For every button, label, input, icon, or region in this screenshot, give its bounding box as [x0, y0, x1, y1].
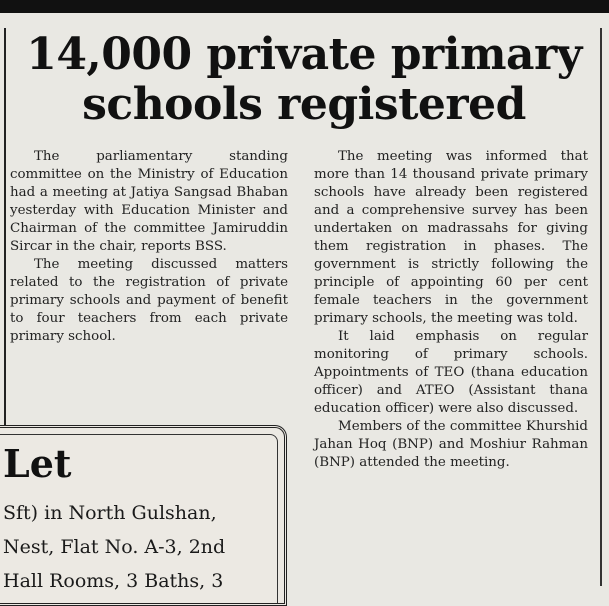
paragraph: Members of the committee Khurshid Jahan Hoq (BNP) and Moshiur Rahman (BNP) attended the meeting. — [314, 419, 588, 470]
ad-text-line: Sft) in North Gulshan, — [3, 502, 217, 524]
right-column-rule — [600, 28, 602, 586]
article-column-right — [314, 148, 588, 472]
ad-title: Let — [3, 441, 72, 486]
headline-line-2: schools registered — [82, 79, 526, 130]
headline-line-1: 14,000 private primary — [26, 29, 582, 80]
paragraph: The meeting discussed matters related to the registration of private primary schools and payment of benefit to four teachers from each private primary school. — [10, 257, 288, 344]
classified-advertisement — [0, 425, 287, 606]
paragraph: The meeting was informed that more than 14 thousand private primary schools have already been registered and a comprehensive survey has been undertaken on madrassahs for giving them registration in phases. The government is strictly following the principle of appointing 60 per cent female teachers in the government primary schools, the meeting was told. — [314, 149, 588, 326]
paragraph: The parliamentary standing committee on the Ministry of Education had a meeting at Jatiya Sangsad Bhaban yesterday with Education Minister and Chairman of the committee Jamiruddin Sircar in the chair, reports BSS. — [10, 149, 288, 254]
top-border-bar — [0, 0, 609, 13]
article-column-left — [10, 148, 288, 346]
ad-text-line: Hall Rooms, 3 Baths, 3 — [3, 570, 224, 592]
article-headline — [8, 30, 600, 130]
ad-text-line: Nest, Flat No. A-3, 2nd — [3, 536, 226, 558]
paragraph: It laid emphasis on regular monitoring of primary schools. Appointments of TEO (thana education officer) and ATEO (Assistant thana education officer) were also discussed. — [314, 329, 588, 416]
